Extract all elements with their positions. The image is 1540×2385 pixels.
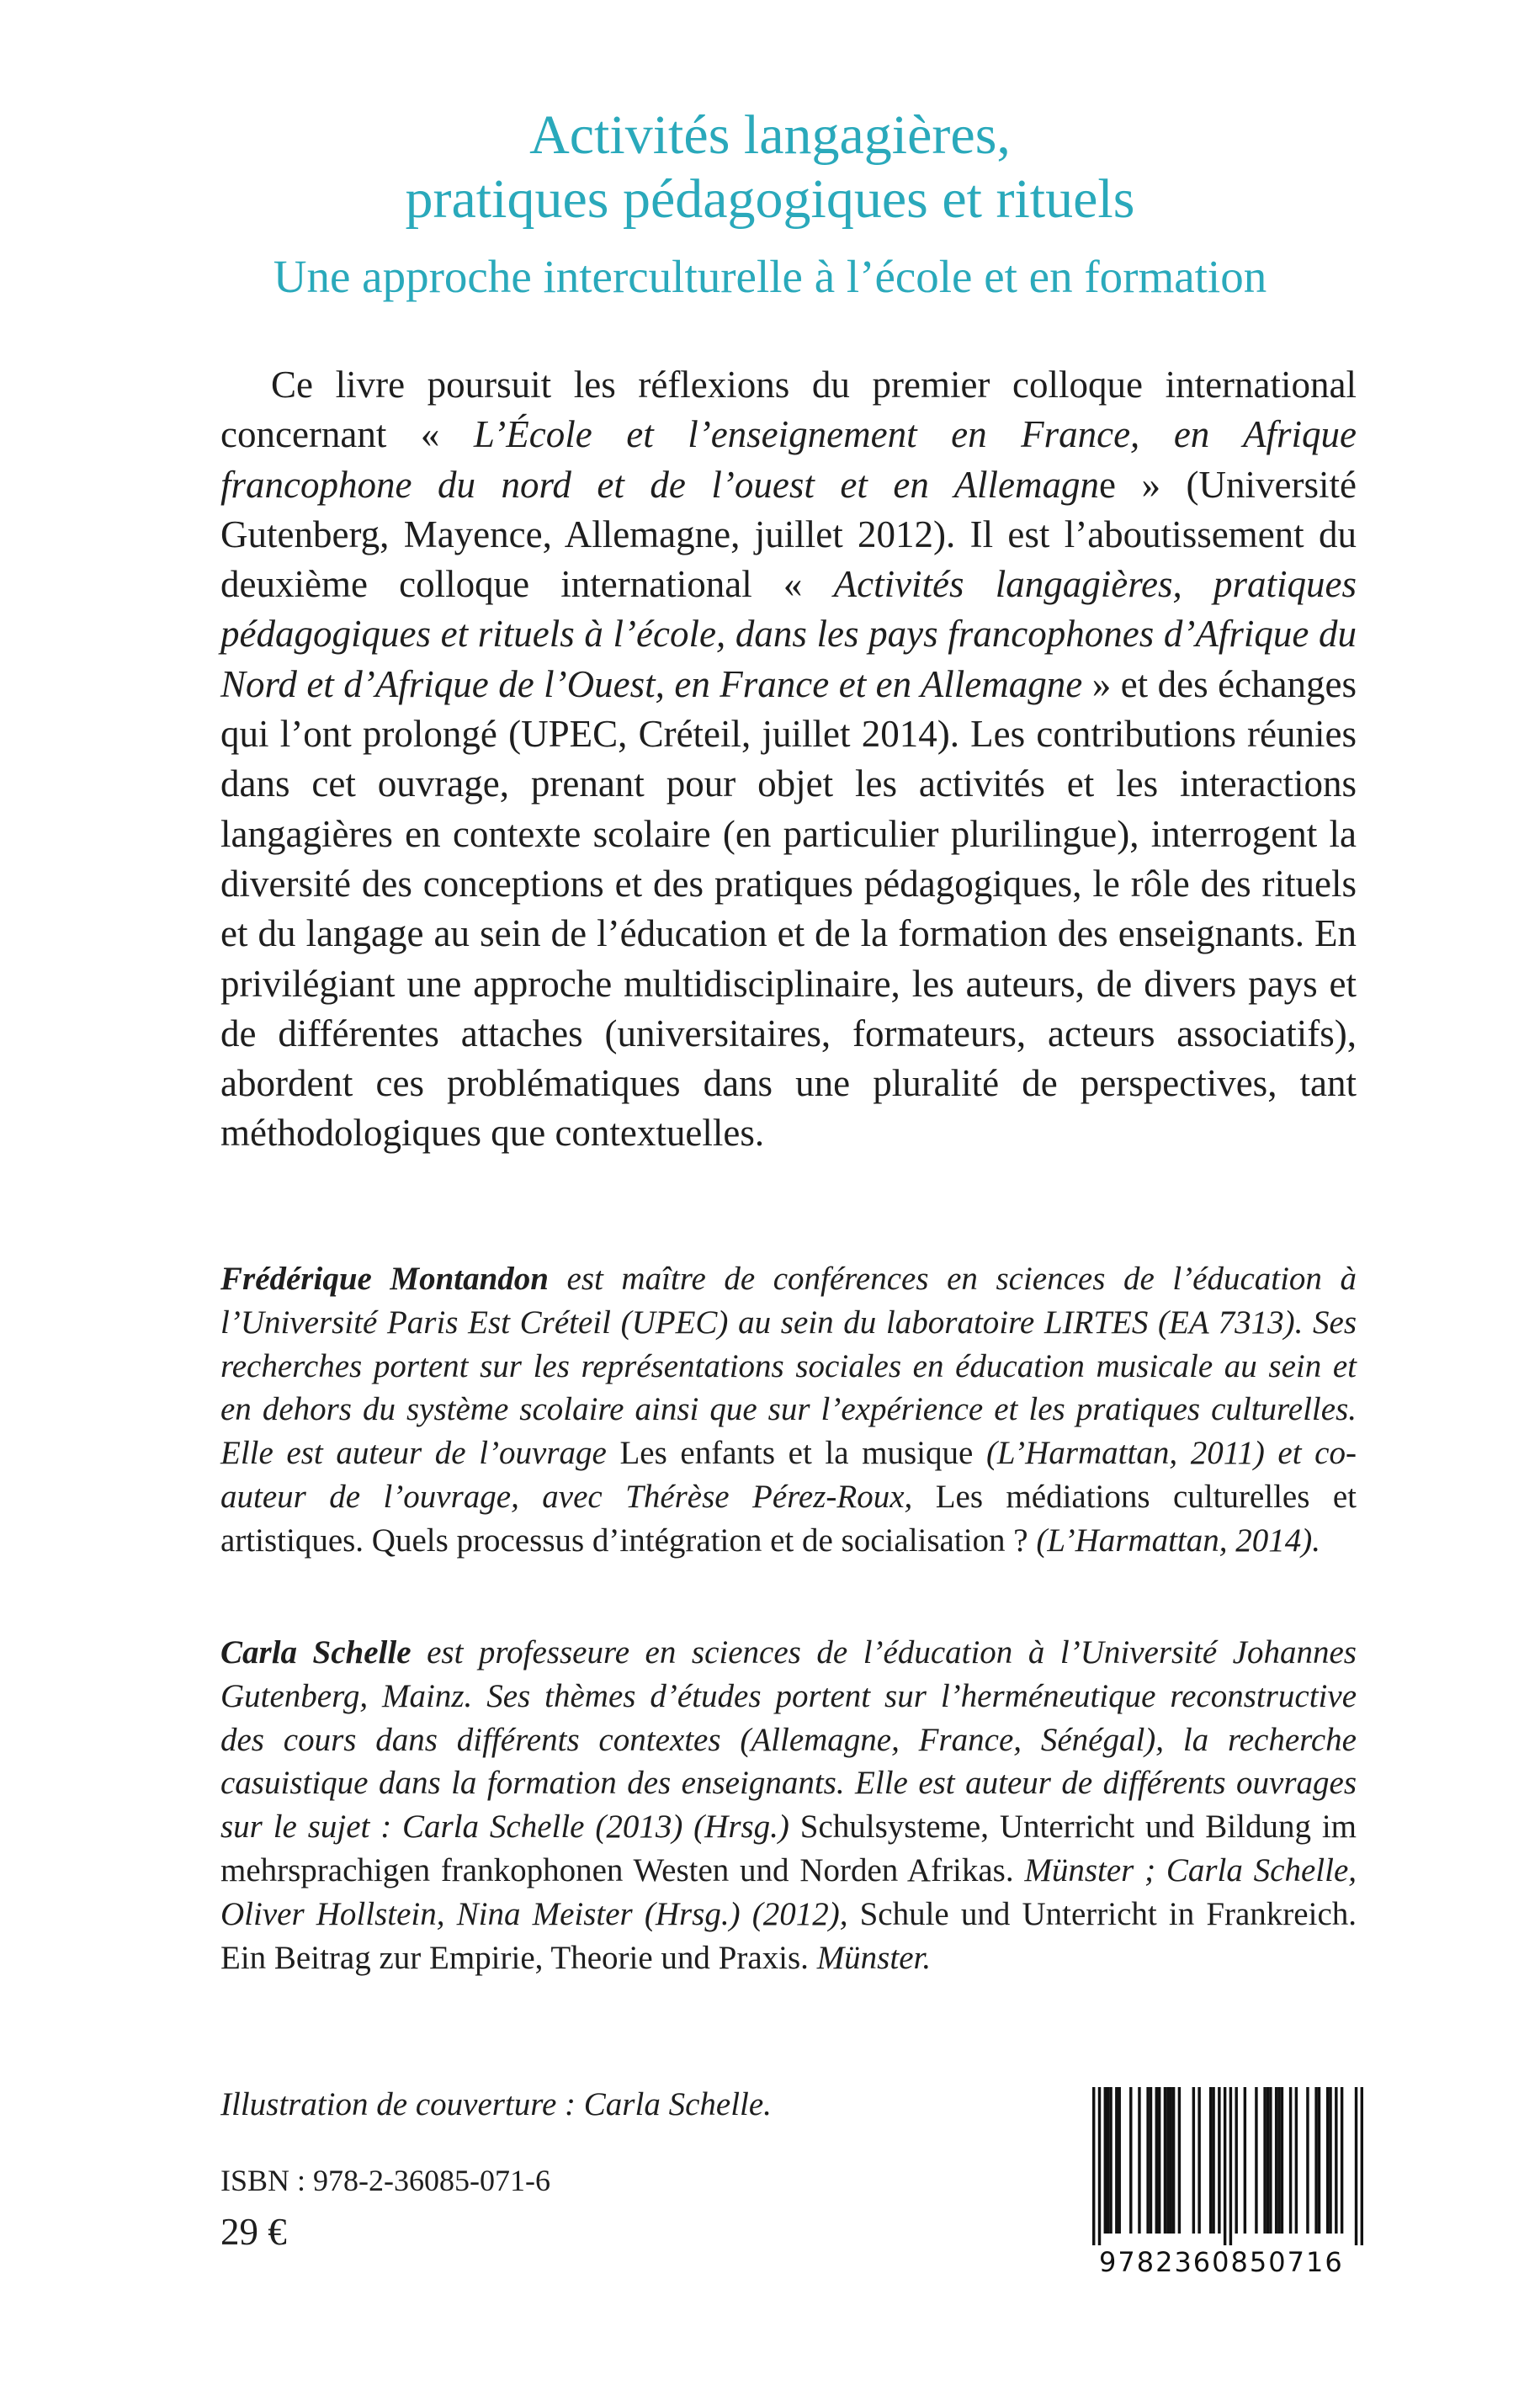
bio-schelle-text-2: Münster ; Carla Schelle, Oliver Hollstein, Nina Meister (Hrsg.) (2012), bbox=[220, 1851, 1357, 1932]
barcode-bar bbox=[1212, 2087, 1214, 2234]
summary-text-1: Ce livre poursuit les réflexions du premier colloque international concernant « bbox=[220, 364, 1357, 456]
barcode-bar bbox=[1158, 2087, 1160, 2234]
barcode-bar bbox=[1277, 2087, 1280, 2234]
book-price: 29 € bbox=[220, 2211, 287, 2253]
author-bio-montandon bbox=[220, 1257, 1357, 1563]
barcode-bar bbox=[1218, 2087, 1220, 2234]
summary-first-colloquium-title: L’École et l’enseignement en France, en Afrique francophone du nord et de l’ouest et en Allemagn bbox=[220, 413, 1357, 506]
barcode-bar bbox=[1115, 2087, 1118, 2234]
summary-second-colloquium-title: Activités langagières, pratiques pédagogiques et rituels à l’école, dans les pays francophones d’Afrique du Nord et d’Afrique de l’Ouest, en France et en Allemagne bbox=[220, 563, 1357, 705]
bio-montandon-book-title-1: Les enfants et la musique bbox=[619, 1435, 974, 1472]
barcode-bar bbox=[1281, 2087, 1283, 2234]
barcode-bar bbox=[1289, 2087, 1292, 2234]
barcode-bar bbox=[1263, 2087, 1266, 2234]
summary-paragraph bbox=[220, 360, 1357, 1159]
isbn-number: ISBN : 978-2-36085-071-6 bbox=[220, 2164, 550, 2197]
barcode-bar bbox=[1164, 2087, 1166, 2234]
barcode-bar bbox=[1335, 2087, 1337, 2234]
barcode-bar bbox=[1192, 2087, 1195, 2234]
bio-montandon-text-1: est maître de conférences en sciences de l’éducation à l’Université Paris Est Créteil (UPEC) au sein du laboratoire LIRTES (EA 7313). Ses recherches portent sur les représentations sociales en éducation musicale au sein et en dehors du système scolaire ainsi que sur l’expérience et les pratiques culturelles. Elle est auteur de l’ouvrage bbox=[220, 1261, 1357, 1472]
barcode-bar bbox=[1314, 2087, 1317, 2234]
barcode-bar bbox=[1172, 2087, 1175, 2234]
barcode-bar bbox=[1329, 2087, 1331, 2234]
barcode-bar bbox=[1146, 2087, 1149, 2234]
author-name-schelle: Carla Schelle bbox=[220, 1634, 412, 1671]
barcode-bar bbox=[1295, 2087, 1298, 2234]
barcode-bar bbox=[1326, 2087, 1329, 2234]
summary-text-2: e » (Université Gutenberg, Mayence, Allemagne, juillet 2012). Il est l’aboutissement du deuxième colloque international « bbox=[220, 463, 1357, 606]
bio-schelle-text-1: est professeure en sciences de l’éducation à l’Université Johannes Gutenberg, Mainz. Ses thèmes d’études portent sur l’herméneutique reconstructive des cours dans différents contextes (Allemagne, France, Sénégal), la recherche casuistique dans la formation des enseignants. Elle est auteur de différents ouvrages sur le sujet : Carla Schelle (2013) (Hrsg.) bbox=[220, 1634, 1357, 1846]
barcode-guard-bar bbox=[1224, 2087, 1226, 2245]
bio-schelle-book-title-2: Schule und Unterricht in Frankreich. Ein Beitrag zur Empirie, Theorie und Praxis. bbox=[220, 1895, 1357, 1976]
barcode-digits: 9782360850716 bbox=[1099, 2246, 1344, 2278]
book-title-line-2: pratiques pédagogiques et rituels bbox=[405, 168, 1135, 230]
bio-montandon-text-2: (L’Harmattan, 2011) et co-auteur de l’ouvrage, avec Thérèse Pérez-Roux, bbox=[220, 1435, 1357, 1515]
barcode-bar bbox=[1129, 2087, 1132, 2234]
barcode-icon bbox=[1092, 2087, 1363, 2245]
barcode-bar bbox=[1166, 2087, 1169, 2234]
barcode-bar bbox=[1109, 2087, 1112, 2234]
bio-montandon-book-title-2: Les médiations culturelles et artistiques. Quels processus d’intégration et de socialisation ? bbox=[220, 1478, 1357, 1559]
barcode-bar bbox=[1235, 2087, 1237, 2234]
barcode-bar bbox=[1107, 2087, 1109, 2234]
barcode-guard-bar bbox=[1355, 2087, 1357, 2245]
barcode-bar bbox=[1244, 2087, 1246, 2234]
barcode-bar bbox=[1118, 2087, 1121, 2234]
barcode-bar bbox=[1138, 2087, 1140, 2234]
barcode-guard-bar bbox=[1092, 2087, 1095, 2245]
barcode-bar bbox=[1275, 2087, 1277, 2234]
barcode-bar bbox=[1197, 2087, 1200, 2234]
barcode-bar bbox=[1104, 2087, 1107, 2234]
barcode-bar bbox=[1269, 2087, 1272, 2234]
barcode-bar bbox=[1209, 2087, 1212, 2234]
cover-illustration-credit: Illustration de couverture : Carla Schelle. bbox=[220, 2086, 772, 2122]
barcode-bar bbox=[1306, 2087, 1309, 2234]
bio-schelle-book-title-1: Schulsysteme, Unterricht und Bildung im mehrsprachigen frankophonen Westen und Norden Afrikas. bbox=[220, 1809, 1357, 1888]
barcode-bar bbox=[1255, 2087, 1257, 2234]
author-bio-schelle bbox=[220, 1631, 1357, 1979]
barcode-bar bbox=[1155, 2087, 1158, 2234]
bio-montandon-text-3: (L’Harmattan, 2014). bbox=[1028, 1522, 1320, 1559]
barcode-bar bbox=[1341, 2087, 1343, 2234]
book-title-line-1: Activités langagières, bbox=[529, 104, 1011, 166]
barcode-bar bbox=[1170, 2087, 1172, 2234]
book-subtitle: Une approche interculturelle à l’école et en formation bbox=[273, 251, 1267, 302]
barcode-bar bbox=[1178, 2087, 1181, 2234]
barcode-bar bbox=[1150, 2087, 1152, 2234]
bio-schelle-text-3: Münster. bbox=[808, 1939, 932, 1976]
barcode-bar bbox=[1318, 2087, 1320, 2234]
summary-text-3: » et des échanges qui l’ont prolongé (UPEC, Créteil, juillet 2014). Les contributions réunies dans cet ouvrage, prenant pour objet les activités et les interactions langagières en contexte scolaire (en particulier plurilingue), interrogent la diversité des conceptions et des pratiques pédagogiques, le rôle des rituels et du langage au sein de l’éducation et de la formation des enseignants. En privilégiant une approche multidisciplinaire, les auteurs, de divers pays et de différentes attaches (universitaires, formateurs, acteurs associatifs), abordent ces problématiques dans une pluralité de perspectives, tant méthodologiques que contextuelles. bbox=[220, 662, 1357, 1155]
author-name-montandon: Frédérique Montandon bbox=[220, 1261, 549, 1297]
barcode-guard-bar bbox=[1229, 2087, 1232, 2245]
barcode-guard-bar bbox=[1361, 2087, 1363, 2245]
barcode-bar bbox=[1267, 2087, 1269, 2234]
barcode-guard-bar bbox=[1098, 2087, 1101, 2245]
